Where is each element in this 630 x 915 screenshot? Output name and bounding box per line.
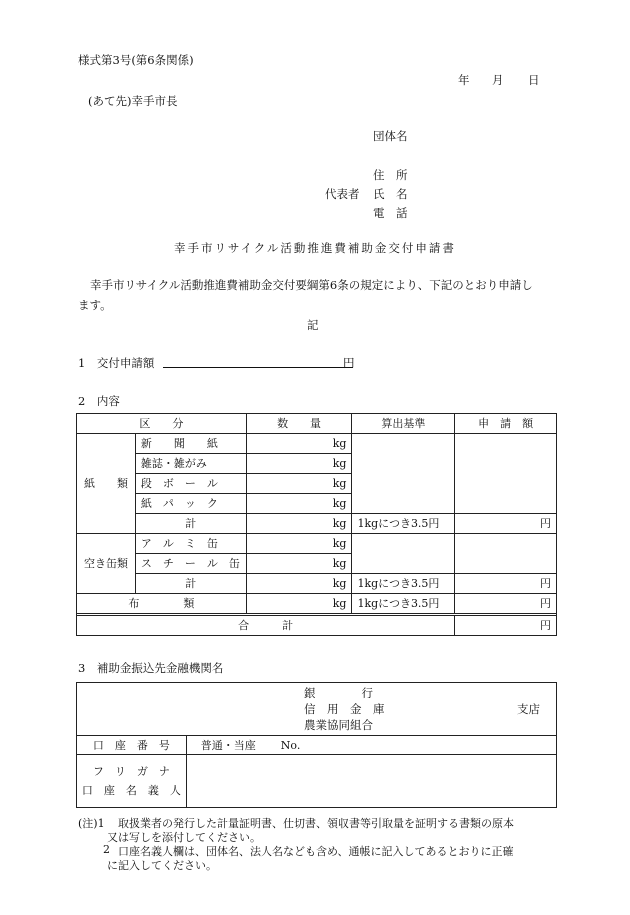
paper-item-cardboard: 段 ボ ー ル xyxy=(135,474,246,494)
holder-label: 口 座 名 義 人 xyxy=(81,784,181,797)
intro-line-1: 幸手市リサイクル活動推進費補助金交付要綱第6条の規定により、下記のとおり申請し xyxy=(90,278,533,292)
account-table xyxy=(76,735,557,808)
cloth-rate: 1kgにつき3.5円 xyxy=(352,594,455,614)
ki-heading: 記 xyxy=(307,318,319,332)
total-label: 合 計 xyxy=(77,616,455,636)
qty-unit: kg xyxy=(246,514,352,534)
holder-label-cell xyxy=(77,755,187,808)
representative-label: 代表者 xyxy=(325,187,360,201)
bank-label: 銀 行 xyxy=(304,686,373,700)
amount-unit: 円 xyxy=(455,594,557,614)
form-number: 様式第3号(第6条関係) xyxy=(78,53,194,67)
paper-item-newspaper: 新 聞 紙 xyxy=(135,434,246,454)
account-no-label: No. xyxy=(280,738,301,752)
can-item-aluminum: ア ル ミ 缶 xyxy=(135,534,246,554)
paper-item-carton: 紙 パ ッ ク xyxy=(135,494,246,514)
date-month: 月 xyxy=(492,73,504,87)
can-item-steel: ス チ ー ル 缶 xyxy=(135,554,246,574)
furigana-label: フ リ ガ ナ xyxy=(92,765,170,778)
note1-line1: 取扱業者の発行した計量証明書、仕切書、領収書等引取量を証明する書類の原本 xyxy=(118,817,514,830)
paper-subtotal-label: 計 xyxy=(135,514,246,534)
can-group-label: 空き缶類 xyxy=(77,534,136,594)
note-head: (注)1 xyxy=(78,817,105,830)
section1-unit: 円 xyxy=(343,356,355,370)
header-quantity: 数 量 xyxy=(246,414,352,434)
nokyo-label: 農業協同組合 xyxy=(304,718,373,732)
qty-unit: kg xyxy=(246,434,352,454)
branch-label: 支店 xyxy=(517,702,540,716)
can-rate: 1kgにつき3.5円 xyxy=(352,574,455,594)
paper-group-label: 紙 類 xyxy=(77,434,136,534)
section3-label: 3 補助金振込先金融機関名 xyxy=(78,661,224,675)
amount-underline xyxy=(163,367,353,368)
name-label: 氏 名 xyxy=(373,187,408,201)
qty-unit: kg xyxy=(246,494,352,514)
note2-line1: 口座名義人欄は、団体名、法人名なども含め、通帳に記入してあるとおりに正確 xyxy=(118,845,514,858)
paper-basis-empty xyxy=(352,434,455,514)
qty-unit: kg xyxy=(246,554,352,574)
header-amount: 申 請 額 xyxy=(455,414,557,434)
cloth-label: 布 類 xyxy=(77,594,247,614)
content-table xyxy=(76,413,557,636)
can-basis-empty xyxy=(352,534,455,574)
shinkin-label: 信 用 金 庫 xyxy=(304,702,385,716)
amount-unit: 円 xyxy=(455,574,557,594)
can-amount-empty xyxy=(455,534,557,574)
holder-value[interactable] xyxy=(186,755,556,808)
org-label: 団体名 xyxy=(373,129,408,143)
bank-box xyxy=(76,682,557,736)
phone-label: 電 話 xyxy=(373,206,408,220)
intro-line-2: ます。 xyxy=(78,298,112,312)
address-label: 住 所 xyxy=(373,168,408,182)
paper-amount-empty xyxy=(455,434,557,514)
qty-unit: kg xyxy=(246,454,352,474)
total-amount-unit: 円 xyxy=(455,616,557,636)
date-year: 年 xyxy=(458,73,470,87)
note2-line2: に記入してください。 xyxy=(107,859,217,872)
date-day: 日 xyxy=(528,73,540,87)
header-basis: 算出基準 xyxy=(352,414,455,434)
note2-number: 2 xyxy=(103,843,110,856)
can-subtotal-label: 計 xyxy=(135,574,246,594)
note1-line2: 又は写しを添付してください。 xyxy=(107,831,261,844)
qty-unit: kg xyxy=(246,574,352,594)
paper-rate: 1kgにつき3.5円 xyxy=(352,514,455,534)
section2-label: 2 内容 xyxy=(78,394,120,408)
paper-item-magazine: 雑誌・雑がみ xyxy=(135,454,246,474)
qty-unit: kg xyxy=(246,594,352,614)
header-category: 区 分 xyxy=(77,414,247,434)
account-number-label: 口 座 番 号 xyxy=(77,736,187,755)
document-title: 幸手市リサイクル活動推進費補助金交付申請書 xyxy=(174,241,456,255)
addressee: (あて先)幸手市長 xyxy=(88,94,178,108)
qty-unit: kg xyxy=(246,474,352,494)
section1-label: 1 交付申請額 xyxy=(78,356,155,370)
amount-unit: 円 xyxy=(455,514,557,534)
account-type: 普通・当座 xyxy=(200,738,256,752)
qty-unit: kg xyxy=(246,534,352,554)
